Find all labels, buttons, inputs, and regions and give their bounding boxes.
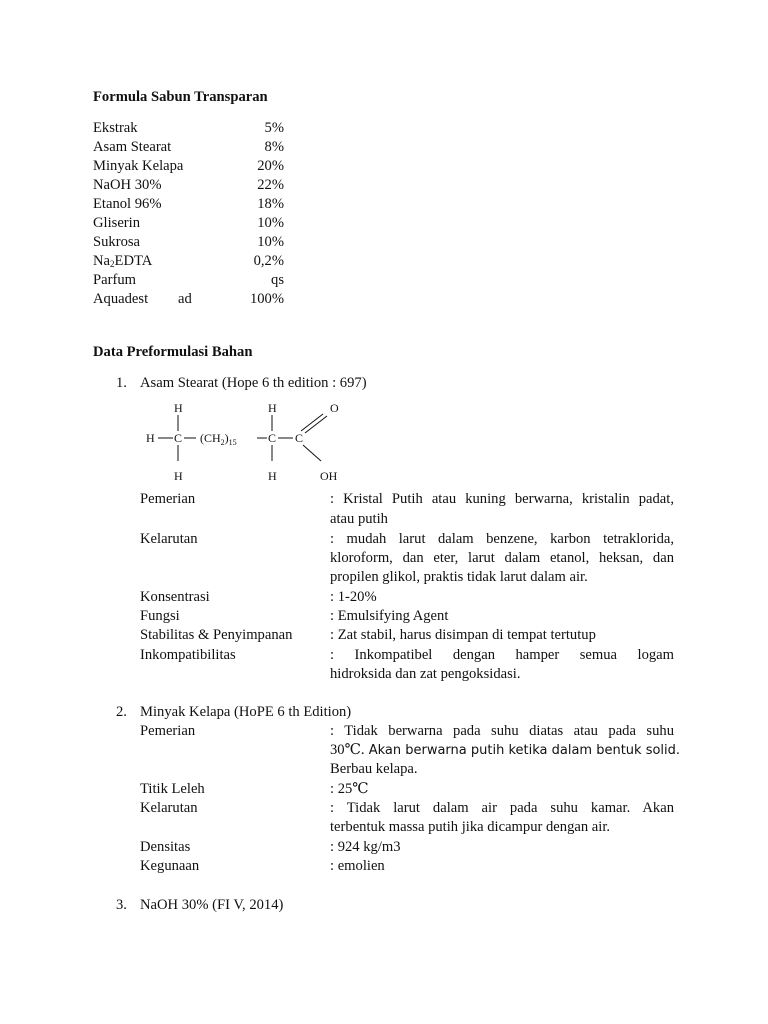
prop-value: : emolien [330, 858, 385, 874]
struct-atom-h: H [268, 401, 277, 415]
struct-atom-c: C [268, 431, 277, 445]
struct-atom-oh: OH [320, 469, 338, 483]
item-heading: NaOH 30% (FI V, 2014) [140, 897, 284, 913]
item-number: 1. [116, 375, 127, 391]
prop-label: Pemerian [140, 491, 196, 507]
struct-atom-o: O [330, 401, 339, 415]
prop-label: Densitas [140, 839, 191, 855]
formula-item-name: Parfum [93, 272, 136, 288]
item-heading: Asam Stearat (Hope 6 th edition : 697) [140, 375, 367, 391]
struct-chain: $(CH_2)_{15}$ [200, 431, 237, 447]
prop-value: : Tidak berwarna pada suhu diatas atau pada suhu [330, 723, 674, 739]
prop-label: Fungsi [140, 608, 180, 624]
prop-label: Kelarutan [140, 531, 198, 547]
struct-atom-h: H [174, 401, 183, 415]
prop-value: : 25℃ [330, 781, 369, 797]
formula-item-value: 22% [257, 177, 284, 193]
prop-value: : Inkompatibel dengan hamper semua logam [330, 647, 674, 663]
formula-item-value: 20% [257, 158, 284, 174]
formula-item-value: 10% [257, 234, 284, 250]
prop-value: terbentuk massa putih jika dicampur dengan air. [330, 819, 611, 835]
formula-item-name: Minyak Kelapa [93, 158, 184, 174]
prop-value: atau putih [330, 511, 388, 527]
formula-item-name: NaOH 30% [93, 177, 162, 193]
prop-value: : 924 kg/m3 [330, 839, 401, 855]
prop-value: : Kristal Putih atau kuning berwarna, kristalin padat, [330, 491, 674, 507]
formula-item-value: 8% [264, 139, 284, 155]
prop-value: hidroksida dan zat pengoksidasi. [330, 666, 521, 682]
prop-label: Pemerian [140, 723, 196, 739]
prop-label: Kelarutan [140, 800, 198, 816]
prop-value: : Emulsifying Agent [330, 608, 449, 624]
prop-value: : mudah larut dalam benzene, karbon tetraklorida, [330, 531, 674, 547]
formula-item-value: 5% [264, 120, 284, 136]
formula-item-value: 0,2% [253, 253, 284, 269]
prop-label: Konsentrasi [140, 589, 210, 605]
stearic-acid-structure [140, 398, 360, 488]
formula-item-name: Ekstrak [93, 120, 138, 136]
prop-label: Stabilitas & Penyimpanan [140, 627, 293, 643]
formula-item-value: 100% [249, 291, 284, 307]
prop-value: propilen glikol, praktis tidak larut dalam air. [330, 569, 588, 585]
prop-value: kloroform, dan eter, larut dalam etanol, heksan, dan [330, 550, 674, 566]
formula-item-name: Aquadest [93, 291, 149, 307]
formula-title: Formula Sabun Transparan [93, 89, 268, 105]
struct-atom-h: H [146, 431, 155, 445]
prop-value: : Zat stabil, harus disimpan di tempat tertutup [330, 627, 596, 643]
struct-atom-c: C [174, 431, 183, 445]
struct-atom-h: H [174, 469, 183, 483]
formula-item-name: Asam Stearat [93, 139, 172, 155]
item-heading: Minyak Kelapa (HoPE 6 th Edition) [140, 704, 352, 720]
prop-value: Berbau kelapa. [330, 761, 418, 777]
item-number: 3. [116, 897, 127, 913]
formula-item-ad: ad [178, 291, 192, 307]
prop-label: Kegunaan [140, 858, 200, 874]
prop-label: Inkompatibilitas [140, 647, 236, 663]
item-number: 2. [116, 704, 127, 720]
struct-atom-h: H [268, 469, 277, 483]
formula-item-value: 18% [257, 196, 284, 212]
formula-item-name: Etanol 96% [93, 196, 162, 212]
formula-item-value: qs [271, 272, 284, 288]
formula-item-name: $Na_2EDTA$ [93, 253, 153, 269]
formula-item-name: Sukrosa [93, 234, 141, 250]
struct-atom-c: C [295, 431, 304, 445]
preformulasi-title: Data Preformulasi Bahan [93, 344, 253, 360]
formula-item-value: 10% [257, 215, 284, 231]
prop-label: Titik Leleh [140, 781, 205, 797]
prop-value: : 1-20% [330, 589, 377, 605]
formula-item-name: Gliserin [93, 215, 141, 231]
prop-value: 30℃. Akan berwarna putih ketika dalam bentuk solid. [330, 742, 681, 758]
prop-value: : Tidak larut dalam air pada suhu kamar. Akan [330, 800, 674, 816]
